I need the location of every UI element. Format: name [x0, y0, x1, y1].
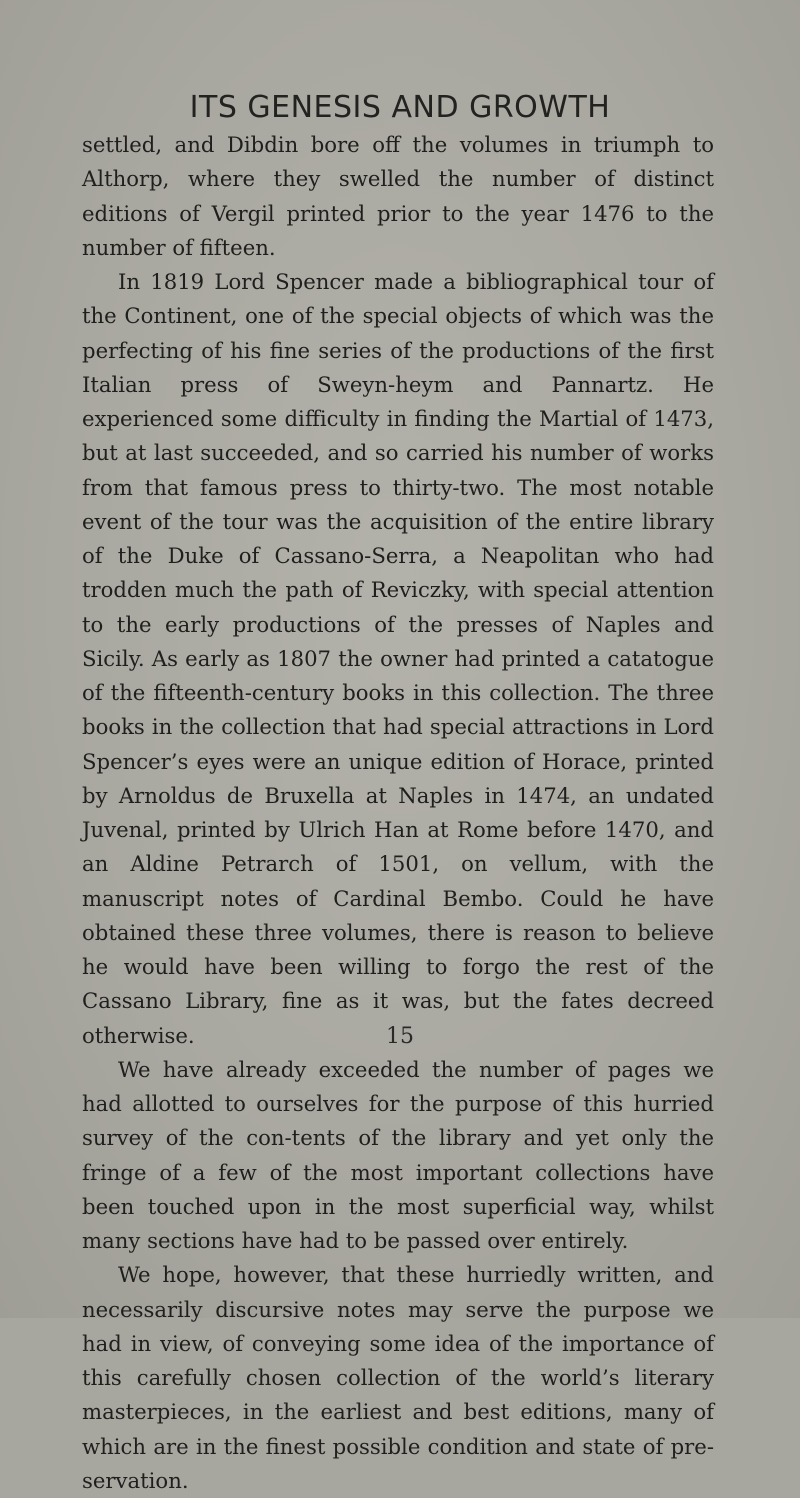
- page-number: 15: [386, 1024, 414, 1049]
- paragraph-1: settled, and Dibdin bore off the volumes in triumph to Althorp, where they swelled the number of distinct editions of Vergil printed prior to the year 1476 to the number of fifteen.: [82, 132, 714, 260]
- paragraph-3: We have already exceeded the number of pages we had allotted to ourselves for the purpose of this hurried survey of the con-tents of the library and yet only the fringe of a few of the most important collections have been touched upon in the most superficial way, whilst many sections have had to be passed over entirely.: [82, 1056, 714, 1253]
- paragraph-4: We hope, however, that these hurriedly written, and necessarily discursive notes may serve the purpose we had in view, of conveying some idea of the importance of this carefully chosen collection of the world’s literary masterpieces, in the earliest and best editions, many of which are in the finest possible condition and state of pre-servation.: [82, 1262, 714, 1493]
- running-head: ITS GENESIS AND GROWTH: [189, 90, 611, 125]
- body-text: [82, 128, 714, 1498]
- paragraph-2: In 1819 Lord Spencer made a bibliographical tour of the Continent, one of the special objects of which was the perfecting of his fine series of the productions of the first Italian press of Sweyn-heym and Pannartz. He experienced some difficulty in finding the Martial of 1473, but at last succeeded, and so carried his number of works from that famous press to thirty-two. The most notable event of the tour was the acquisition of the entire library of the Duke of Cassano-Serra, a Neapolitan who had trodden much the path of Reviczky, with special attention to the early productions of the presses of Naples and Sicily. As early as 1807 the owner had printed a catatogue of the fifteenth-century books in this collection. The three books in the collection that had special attractions in Lord Spencer’s eyes were an unique edition of Horace, printed by Arnoldus de Bruxella at Naples in 1474, an undated Juvenal, printed by Ulrich Han at Rome before 1470, and an Aldine Petrarch of 1501, on vellum, with the manuscript notes of Cardinal Bembo. Could he have obtained these three volumes, there is reason to believe he would have been willing to forgo the rest of the Cassano Library, fine as it was, but the fates decreed otherwise.: [82, 269, 714, 1048]
